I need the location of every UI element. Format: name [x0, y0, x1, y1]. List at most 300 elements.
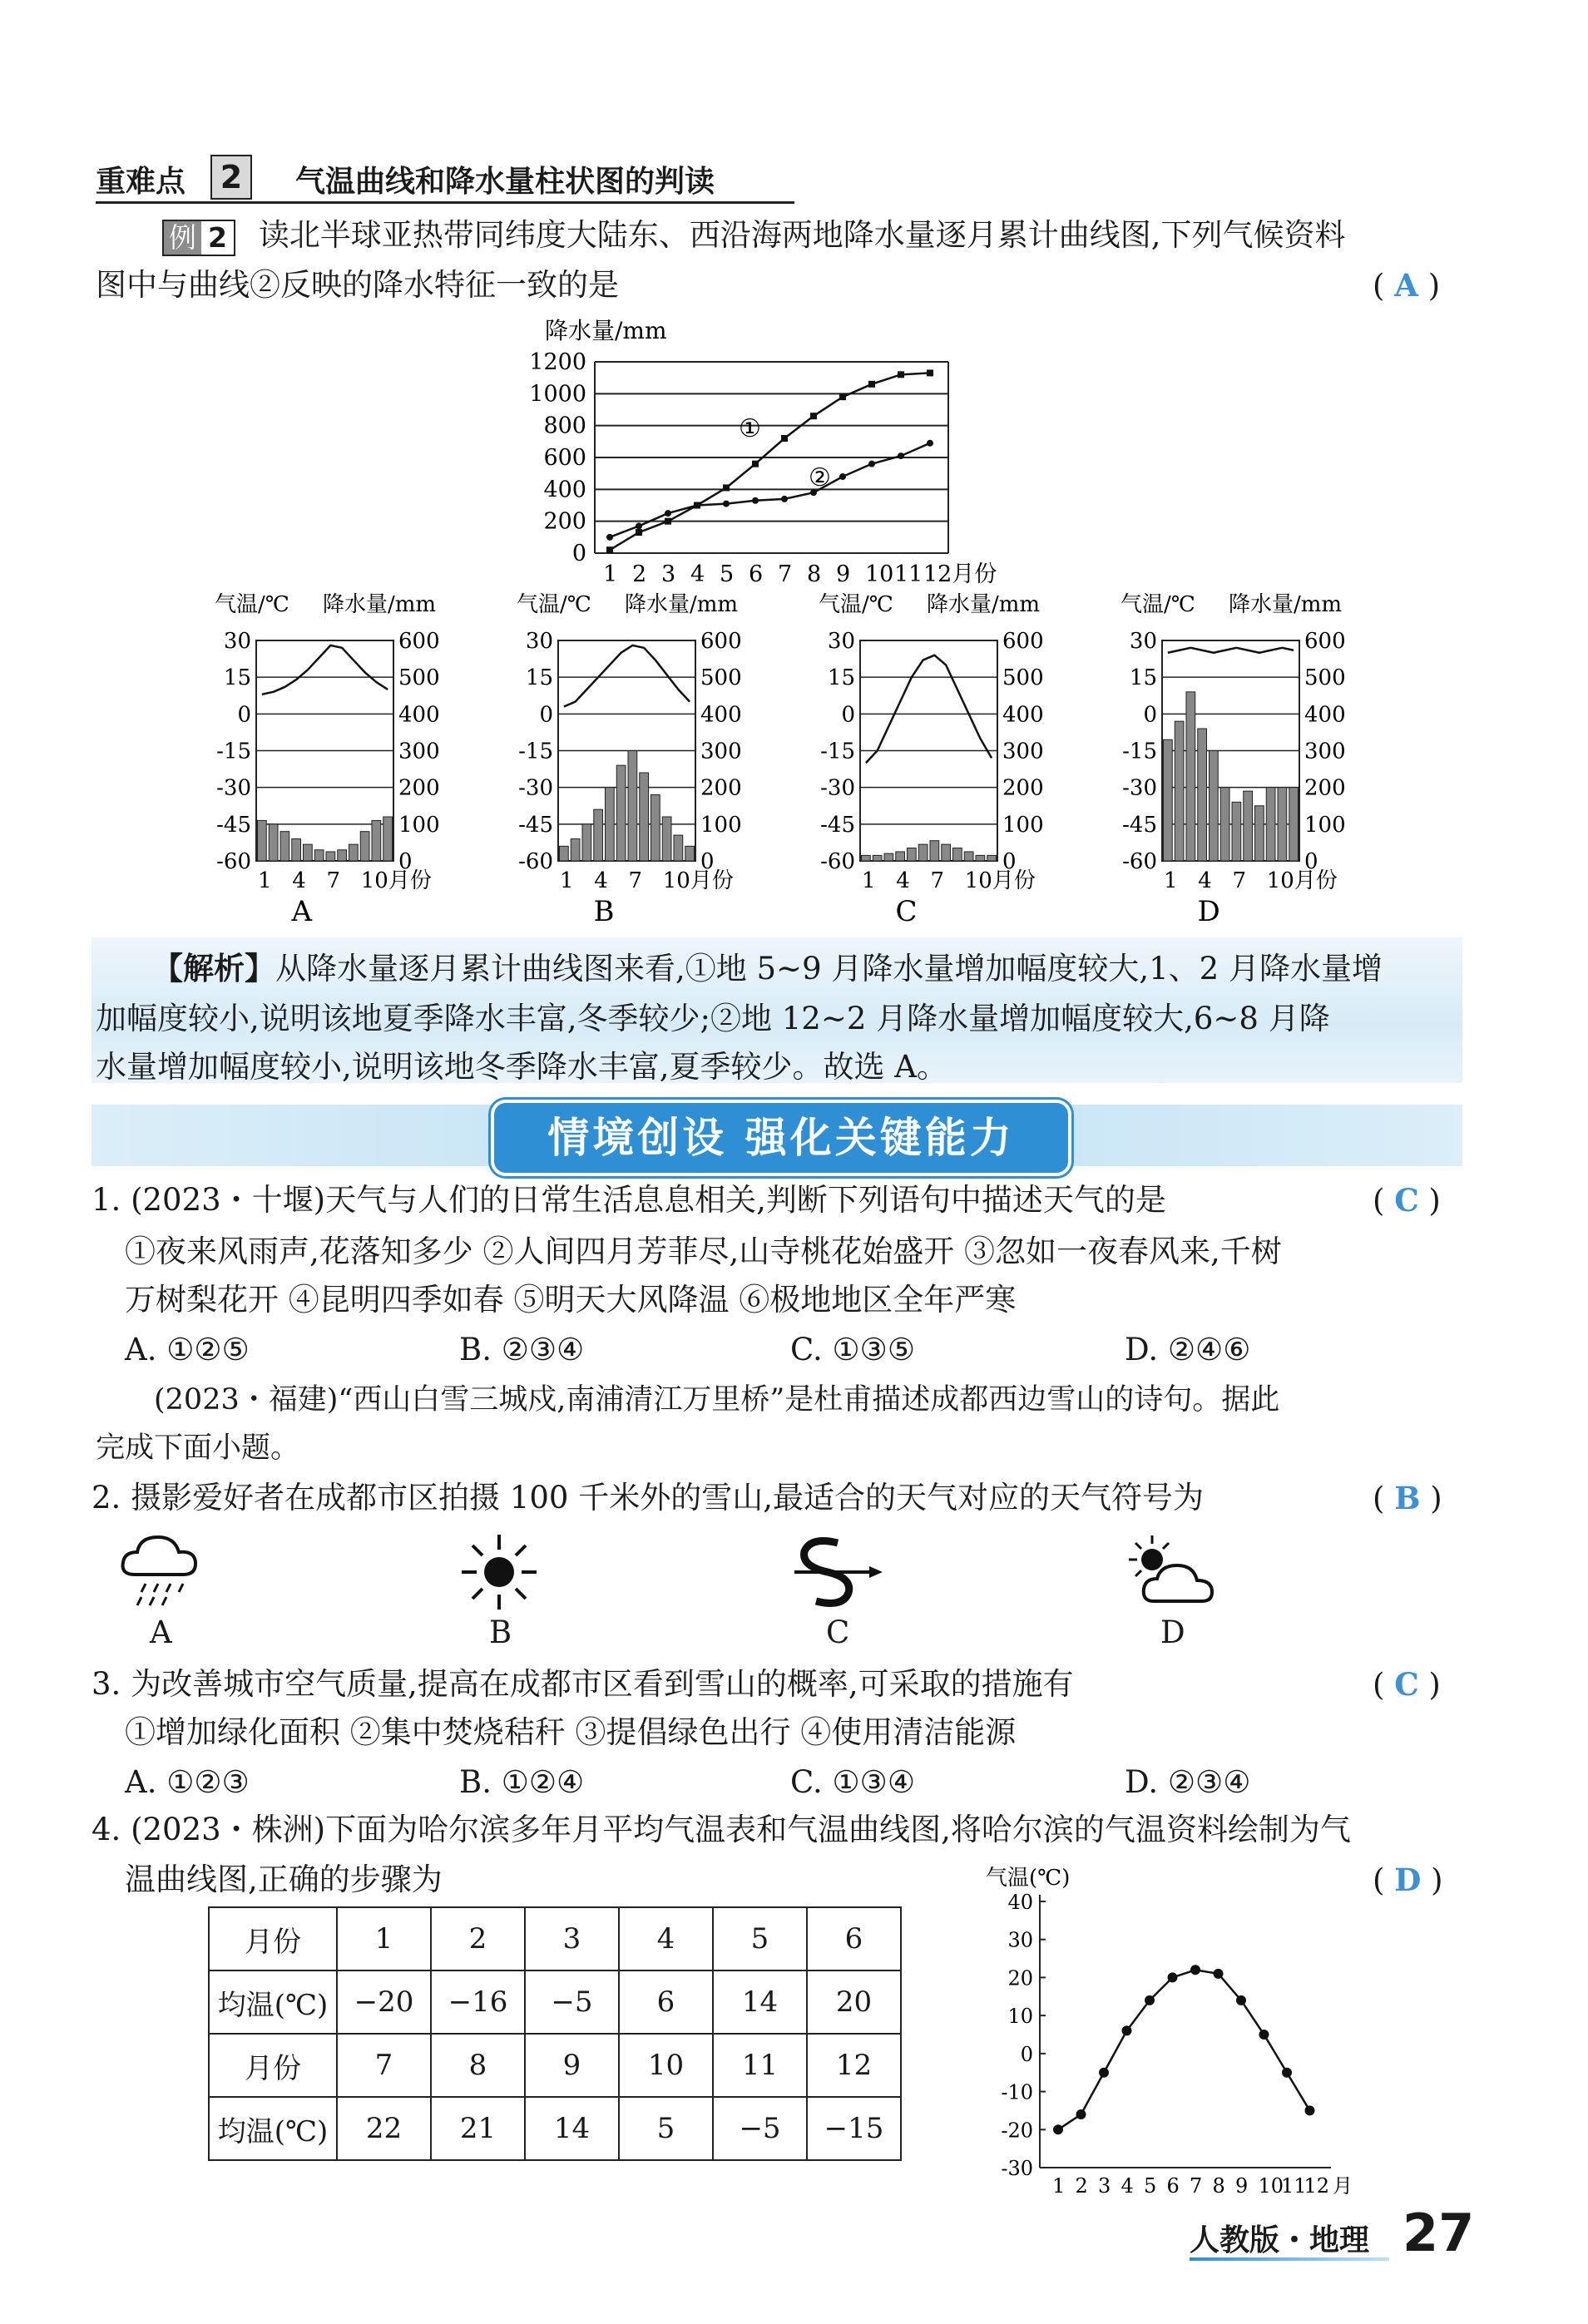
x-tick-label: 1 [1052, 2174, 1066, 2194]
left-tick-label: 0 [539, 702, 553, 728]
y-tick-label: 600 [543, 445, 586, 471]
analysis-text-1: 从降水量逐月累计曲线图来看,①地 5~9 月降水量增加幅度较大,1、2 月降水量增 [275, 951, 1383, 986]
right-tick-label: 500 [1304, 665, 1346, 691]
right-tick-label: 300 [700, 739, 742, 764]
q4-stem-line2: 温曲线图,正确的步骤为 [125, 1862, 443, 1897]
table-cell: −16 [431, 1970, 525, 2034]
q4-stem-line1: 4. (2023・株洲)下面为哈尔滨多年月平均气温表和气温曲线图,将哈尔滨的气温资料绘制为气 [92, 1812, 1351, 1847]
table-cell: 22 [337, 2097, 431, 2160]
precipitation-bar [1210, 751, 1219, 862]
y-tick-label: 40 [1007, 1891, 1033, 1914]
y-tick-label: -30 [1001, 2157, 1033, 2180]
q3-items: ①增加绿化面积 ②集中焚烧秸秆 ③提倡绿色出行 ④使用清洁能源 [125, 1714, 1017, 1750]
table-row [209, 2097, 901, 2160]
data-point [1259, 2030, 1269, 2040]
data-point [868, 461, 875, 467]
data-point [1076, 2109, 1086, 2119]
q1-option-b: B. ②③④ [459, 1332, 585, 1367]
temperature-curve [262, 645, 388, 695]
table-cell: 均温(℃) [209, 2097, 337, 2160]
right-axis-title: 降水量/mm [625, 592, 739, 617]
y-tick-label: 0 [571, 541, 586, 566]
example-text: 读北半球亚热带同纬度大陆东、西沿海两地降水量逐月累计曲线图,下列气候资料 [258, 217, 1346, 253]
precipitation-bar [1278, 788, 1287, 861]
precipitation-bar [1232, 802, 1241, 861]
data-point [665, 518, 671, 525]
left-tick-label: -60 [216, 849, 251, 874]
left-tick-label: -60 [820, 849, 855, 874]
q1-option-a: A. ①②⑤ [125, 1332, 250, 1367]
left-tick-label: 0 [841, 702, 855, 728]
q3-option-a: A. ①②③ [125, 1764, 250, 1800]
right-tick-label: 300 [398, 739, 440, 764]
x-tick-label: 10 [1258, 2174, 1284, 2194]
x-tick-label: 7 [326, 868, 341, 893]
precipitation-bar [1198, 729, 1207, 861]
left-tick-label: 15 [827, 665, 855, 691]
x-tick-label: 7 [1232, 868, 1247, 893]
left-tick-label: 30 [223, 629, 251, 654]
data-point [781, 496, 788, 502]
climate-chart-a [215, 592, 440, 928]
right-tick-label: 200 [1002, 775, 1044, 801]
x-tick-label: 1 [258, 868, 272, 893]
data-point [1122, 2025, 1132, 2035]
table-cell: 2 [431, 1907, 525, 1970]
right-tick-label: 400 [398, 702, 440, 728]
right-axis-title: 降水量/mm [1229, 592, 1343, 617]
left-tick-label: -30 [216, 775, 251, 801]
table-cell: 5 [713, 1907, 807, 1970]
x-tick-label: 7 [930, 868, 945, 893]
precipitation-bar [1289, 788, 1299, 861]
example-tag: 例 2 [162, 220, 235, 256]
x-tick-label: 11 [1281, 2174, 1307, 2194]
left-tick-label: -45 [1122, 812, 1157, 838]
left-tick-label: 0 [1143, 702, 1157, 728]
right-axis-title: 降水量/mm [323, 592, 437, 617]
x-tick-label: 6 [1166, 2174, 1180, 2194]
right-tick-label: 600 [398, 629, 440, 654]
data-point [665, 510, 671, 517]
data-point [1236, 1995, 1246, 2005]
table-row [209, 1970, 901, 2034]
q2-symbol-label-a: A [150, 1614, 172, 1650]
table-cell: −15 [807, 2097, 901, 2160]
y-tick-label: 0 [1020, 2042, 1033, 2066]
q1-option-d: D. ②④⑥ [1125, 1332, 1251, 1367]
precipitation-bar [349, 844, 359, 861]
precipitation-bar [1255, 806, 1264, 861]
q2-symbol-label-c: C [826, 1614, 850, 1650]
table-cell: 5 [619, 2097, 713, 2160]
data-point [1168, 1972, 1178, 1982]
precipitation-bar [360, 832, 369, 861]
x-tick-label: 4 [594, 868, 608, 893]
left-tick-label: -45 [518, 812, 553, 838]
precipitation-bar [884, 853, 893, 861]
precipitation-bar [338, 850, 347, 861]
context-line1: (2023・福建)“西山白雪三城戍,南浦清江万里桥”是杜甫描述成都西边雪山的诗句。据此 [154, 1383, 1280, 1417]
precipitation-bar [571, 839, 580, 862]
right-tick-label: 600 [1304, 629, 1346, 654]
left-tick-label: 15 [1129, 665, 1157, 691]
panel-label: A [291, 895, 313, 928]
table-cell: 14 [525, 2097, 619, 2160]
x-tick-label: 9 [1235, 2174, 1249, 2194]
rain-cloud-icon [116, 1529, 216, 1612]
section-title: 气温曲线和降水量柱状图的判读 [295, 165, 715, 199]
panel-label: C [895, 895, 918, 928]
table-cell: 4 [619, 1907, 713, 1970]
y-tick-label: 400 [543, 477, 586, 503]
data-point [898, 371, 904, 378]
x-tick-label: 12月份 [923, 561, 997, 586]
q1-answer: ( C ) [1373, 1182, 1441, 1219]
table-cell: 3 [525, 1907, 619, 1970]
series-label-2: ② [809, 463, 831, 492]
right-tick-label: 500 [398, 665, 440, 691]
left-tick-label: 30 [1129, 629, 1157, 654]
precipitation-bar [304, 844, 313, 861]
right-tick-label: 400 [700, 702, 742, 728]
left-tick-label: -45 [216, 812, 251, 838]
footer-rule [1190, 2257, 1389, 2261]
data-point [898, 452, 904, 459]
q1-items-line1: ①夜来风雨声,花落知多少 ②人间四月芳菲尽,山寺桃花始盛开 ③忽如一夜春风来,千树 [125, 1234, 1282, 1269]
left-tick-label: -15 [216, 739, 251, 764]
left-tick-label: -15 [1122, 739, 1157, 764]
x-tick-label: 7 [628, 868, 643, 893]
table-cell: −5 [713, 2097, 807, 2160]
precipitation-bar [930, 841, 939, 861]
precipitation-bar [314, 850, 324, 861]
precipitation-bar [269, 824, 278, 861]
left-axis-title: 气温/℃ [215, 592, 289, 617]
x-tick-label: 1 [862, 868, 876, 893]
banner-title: 情境创设 强化关键能力 [491, 1100, 1071, 1176]
data-point [1145, 1995, 1155, 2005]
section-header [96, 155, 794, 204]
left-tick-label: -30 [820, 775, 855, 801]
q2-symbol-label-d: D [1160, 1614, 1185, 1650]
x-tick-label: 9 [836, 561, 851, 586]
data-point [606, 534, 613, 541]
x-tick-label: 6 [749, 561, 764, 586]
data-point [868, 381, 875, 388]
climate-chart-b [517, 592, 742, 928]
q3-option-d: D. ②③④ [1125, 1764, 1251, 1800]
precipitation-bar [258, 820, 267, 861]
x-tick-label: 4 [292, 868, 306, 893]
analysis-label: 【解析】 [152, 951, 275, 986]
climate-charts [200, 586, 1381, 936]
precipitation-bar [873, 855, 882, 861]
q3-stem: 3. 为改善城市空气质量,提高在成都市区看到雪山的概率,可采取的措施有 [92, 1666, 1074, 1702]
precipitation-bar [616, 765, 626, 861]
x-tick-label: 3 [1098, 2174, 1111, 2194]
precipitation-bar [1220, 788, 1229, 861]
data-point [752, 461, 759, 467]
precipitation-bar [942, 844, 951, 861]
x-tick-label: 8 [807, 561, 822, 586]
precipitation-bar [674, 835, 683, 861]
right-axis-title: 降水量/mm [927, 592, 1041, 617]
precipitation-bar [953, 848, 962, 861]
y-axis-label: 降水量/mm [545, 317, 667, 344]
data-point [839, 473, 846, 480]
right-tick-label: 0 [1304, 849, 1318, 874]
section-label: 重难点 [96, 165, 186, 199]
left-tick-label: -30 [1122, 775, 1157, 801]
right-tick-label: 100 [1002, 812, 1044, 838]
precipitation-bar [964, 852, 973, 861]
data-point [723, 501, 730, 507]
x-tick-label: 12 [1304, 2174, 1330, 2194]
left-tick-label: -15 [820, 739, 855, 764]
right-tick-label: 0 [398, 849, 413, 874]
q2-symbol-label-b: B [489, 1614, 512, 1650]
example-line2: 图中与曲线②反映的降水特征一致的是 [96, 267, 619, 303]
data-point [606, 546, 613, 553]
precipitation-bar [896, 852, 905, 861]
x-tick-label: 10月份 [1266, 868, 1338, 893]
table-cell: 7 [337, 2034, 431, 2097]
temperature-curve [564, 645, 690, 707]
table-cell: 11 [713, 2034, 807, 2097]
left-tick-label: 15 [525, 665, 553, 691]
right-tick-label: 400 [1304, 702, 1346, 728]
precipitation-bar [1186, 692, 1195, 861]
table-cell: 8 [431, 2034, 525, 2097]
precipitation-bar [326, 852, 335, 861]
right-tick-label: 300 [1304, 739, 1346, 764]
right-tick-label: 600 [1002, 629, 1044, 654]
x-tick-label: 8 [1212, 2174, 1225, 2194]
right-tick-label: 400 [1002, 702, 1044, 728]
table-cell: 10 [619, 2034, 713, 2097]
x-tick-label: 7 [778, 561, 793, 586]
section-number: 2 [210, 155, 252, 200]
data-point [839, 393, 846, 400]
right-tick-label: 500 [1002, 665, 1044, 691]
x-tick-label: 10月份 [360, 868, 432, 893]
right-tick-label: 100 [700, 812, 742, 838]
precipitation-bar [1175, 721, 1184, 861]
table-cell: 6 [619, 1970, 713, 2034]
data-point [636, 522, 642, 529]
data-point [636, 529, 642, 536]
cumulative-precipitation-chart [466, 312, 1048, 586]
table-cell: 月份 [209, 1907, 337, 1970]
precipitation-bar [908, 848, 917, 861]
analysis-line3: 水量增加幅度较小,说明该地冬季降水丰富,夏季较少。故选 A。 [96, 1049, 948, 1085]
left-tick-label: -30 [518, 775, 553, 801]
data-point [752, 497, 759, 504]
table-cell: 9 [525, 2034, 619, 2097]
x-tick-label: 5 [720, 561, 735, 586]
precipitation-bar [606, 788, 615, 861]
precipitation-bar [292, 839, 301, 862]
x-tick-label: 1 [603, 561, 618, 586]
data-point [1190, 1965, 1200, 1975]
left-tick-label: 30 [827, 629, 855, 654]
precipitation-bar [1164, 739, 1173, 861]
precipitation-bar [560, 846, 569, 861]
temperature-curve [866, 655, 992, 764]
y-tick-label: 10 [1007, 2005, 1033, 2029]
table-row [209, 1907, 901, 1970]
left-tick-label: 15 [223, 665, 251, 691]
table-cell: 6 [807, 1907, 901, 1970]
precipitation-bar [280, 832, 289, 861]
data-point [1305, 2105, 1315, 2115]
y-tick-label: -10 [1001, 2080, 1033, 2104]
precipitation-bar [372, 820, 381, 861]
precipitation-bar [918, 844, 928, 861]
data-point [781, 435, 788, 442]
right-tick-label: 200 [398, 775, 440, 801]
table-cell: 12 [807, 2034, 901, 2097]
example-line1 [162, 215, 1346, 256]
panel-label: D [1197, 895, 1220, 928]
x-tick-label: 2 [632, 561, 647, 586]
data-point [723, 484, 730, 491]
precipitation-bar [594, 809, 603, 861]
q1-option-c: C. ①③⑤ [790, 1332, 916, 1367]
x-tick-label: 2 [1075, 2174, 1088, 2194]
left-axis-title: 气温/℃ [517, 592, 591, 617]
data-point [1053, 2124, 1063, 2134]
left-tick-label: 0 [237, 702, 251, 728]
x-tick-label: 4 [690, 561, 705, 586]
y-axis-label: 气温(℃) [986, 1866, 1071, 1891]
data-point [694, 502, 700, 509]
precipitation-bar [862, 855, 871, 861]
data-point [1099, 2068, 1109, 2078]
x-tick-label: 5 [1144, 2174, 1157, 2194]
analysis-line1 [152, 948, 1383, 990]
q3-option-b: B. ①②④ [459, 1764, 585, 1800]
left-tick-label: -15 [518, 739, 553, 764]
data-point [927, 440, 933, 447]
series-label-1: ① [739, 414, 761, 444]
y-tick-label: 20 [1007, 1966, 1033, 1990]
climate-chart-c [819, 592, 1044, 928]
table-cell: 14 [713, 1970, 807, 2034]
table-row [209, 2034, 901, 2097]
x-tick-label: 7 [1190, 2174, 1203, 2194]
right-tick-label: 100 [398, 812, 440, 838]
table-cell: −20 [337, 1970, 431, 2034]
precipitation-bar [1244, 791, 1253, 861]
q2-stem: 2. 摄影爱好者在成都市区拍摄 100 千米外的雪山,最适合的天气对应的天气符号为 [92, 1480, 1204, 1516]
temperature-curve [1168, 648, 1294, 653]
precipitation-bar [582, 824, 591, 861]
y-tick-label: 800 [543, 413, 586, 439]
sandstorm-icon [786, 1526, 886, 1618]
x-tick-label: 3 [661, 561, 676, 586]
partly-cloudy-icon [1119, 1530, 1227, 1614]
precipitation-bar [685, 846, 695, 861]
right-tick-label: 500 [700, 665, 742, 691]
right-tick-label: 0 [1002, 849, 1017, 874]
left-axis-title: 气温/℃ [819, 592, 893, 617]
analysis-line2: 加幅度较小,说明该地夏季降水丰富,冬季较少;②地 12~2 月降水量增加幅度较大,6~8 月降 [96, 1001, 1330, 1036]
left-tick-label: 30 [525, 629, 553, 654]
panel-label: B [593, 895, 615, 928]
precipitation-bar [1266, 788, 1275, 861]
precipitation-bar [383, 817, 393, 861]
data-point [810, 413, 817, 419]
climate-chart-d [1121, 592, 1346, 928]
q1-stem: 1. (2023・十堰)天气与人们的日常生活息息相关,判断下列语句中描述天气的是 [92, 1182, 1166, 1218]
q4-answer: ( D ) [1373, 1862, 1443, 1898]
left-tick-label: -60 [518, 849, 553, 874]
sun-icon [453, 1526, 545, 1618]
right-tick-label: 100 [1304, 812, 1346, 838]
q1-items-line2: 万树梨花开 ④昆明四季如春 ⑤明天大风降温 ⑥极地地区全年严寒 [125, 1282, 1017, 1318]
table-cell: 1 [337, 1907, 431, 1970]
precipitation-bar [987, 855, 997, 861]
temperature-line [1058, 1970, 1310, 2129]
x-tick-label: 1 [560, 868, 574, 893]
left-tick-label: -60 [1122, 849, 1157, 874]
context-line2: 完成下面小题。 [96, 1431, 300, 1465]
y-tick-label: 30 [1007, 1928, 1033, 1952]
left-tick-label: -45 [820, 812, 855, 838]
precipitation-bar [651, 795, 660, 862]
data-point [1282, 2068, 1292, 2078]
precipitation-bar [976, 855, 985, 861]
q3-answer: ( C ) [1373, 1666, 1441, 1703]
table-cell: 21 [431, 2097, 525, 2160]
right-tick-label: 300 [1002, 739, 1044, 764]
precipitation-bar [628, 751, 637, 862]
table-cell: 月份 [209, 2034, 337, 2097]
footer-brand: 人教版・地理 [1190, 2223, 1370, 2257]
data-point [927, 369, 933, 376]
left-axis-title: 气温/℃ [1121, 592, 1195, 617]
right-tick-label: 0 [700, 849, 715, 874]
table-cell: 20 [807, 1970, 901, 2034]
x-tick-label: 10月份 [662, 868, 734, 893]
q2-answer: ( B ) [1373, 1480, 1442, 1516]
y-tick-label: 1000 [529, 381, 586, 408]
x-tick-label: 10 [865, 561, 894, 586]
x-tick-label: 4 [1121, 2174, 1134, 2194]
data-point [1214, 1969, 1224, 1979]
x-tick-label: 4 [896, 868, 910, 893]
y-tick-label: 200 [543, 508, 586, 535]
x-tick-label: 11 [894, 561, 923, 586]
right-tick-label: 200 [1304, 775, 1346, 801]
example-answer: ( A ) [1373, 267, 1441, 304]
precipitation-bar [662, 817, 671, 861]
temperature-table [208, 1906, 902, 2161]
right-tick-label: 600 [700, 629, 742, 654]
precipitation-bar [640, 773, 649, 861]
page-number: 27 [1402, 2203, 1475, 2263]
x-tick-label: 4 [1198, 868, 1212, 893]
y-tick-label: 1200 [529, 349, 586, 375]
x-axis-unit: 月 [1333, 2174, 1353, 2194]
x-tick-label: 10月份 [964, 868, 1036, 893]
x-tick-label: 1 [1164, 868, 1178, 893]
right-tick-label: 200 [700, 775, 742, 801]
q3-option-c: C. ①③④ [790, 1764, 916, 1800]
table-cell: 均温(℃) [209, 1970, 337, 2034]
